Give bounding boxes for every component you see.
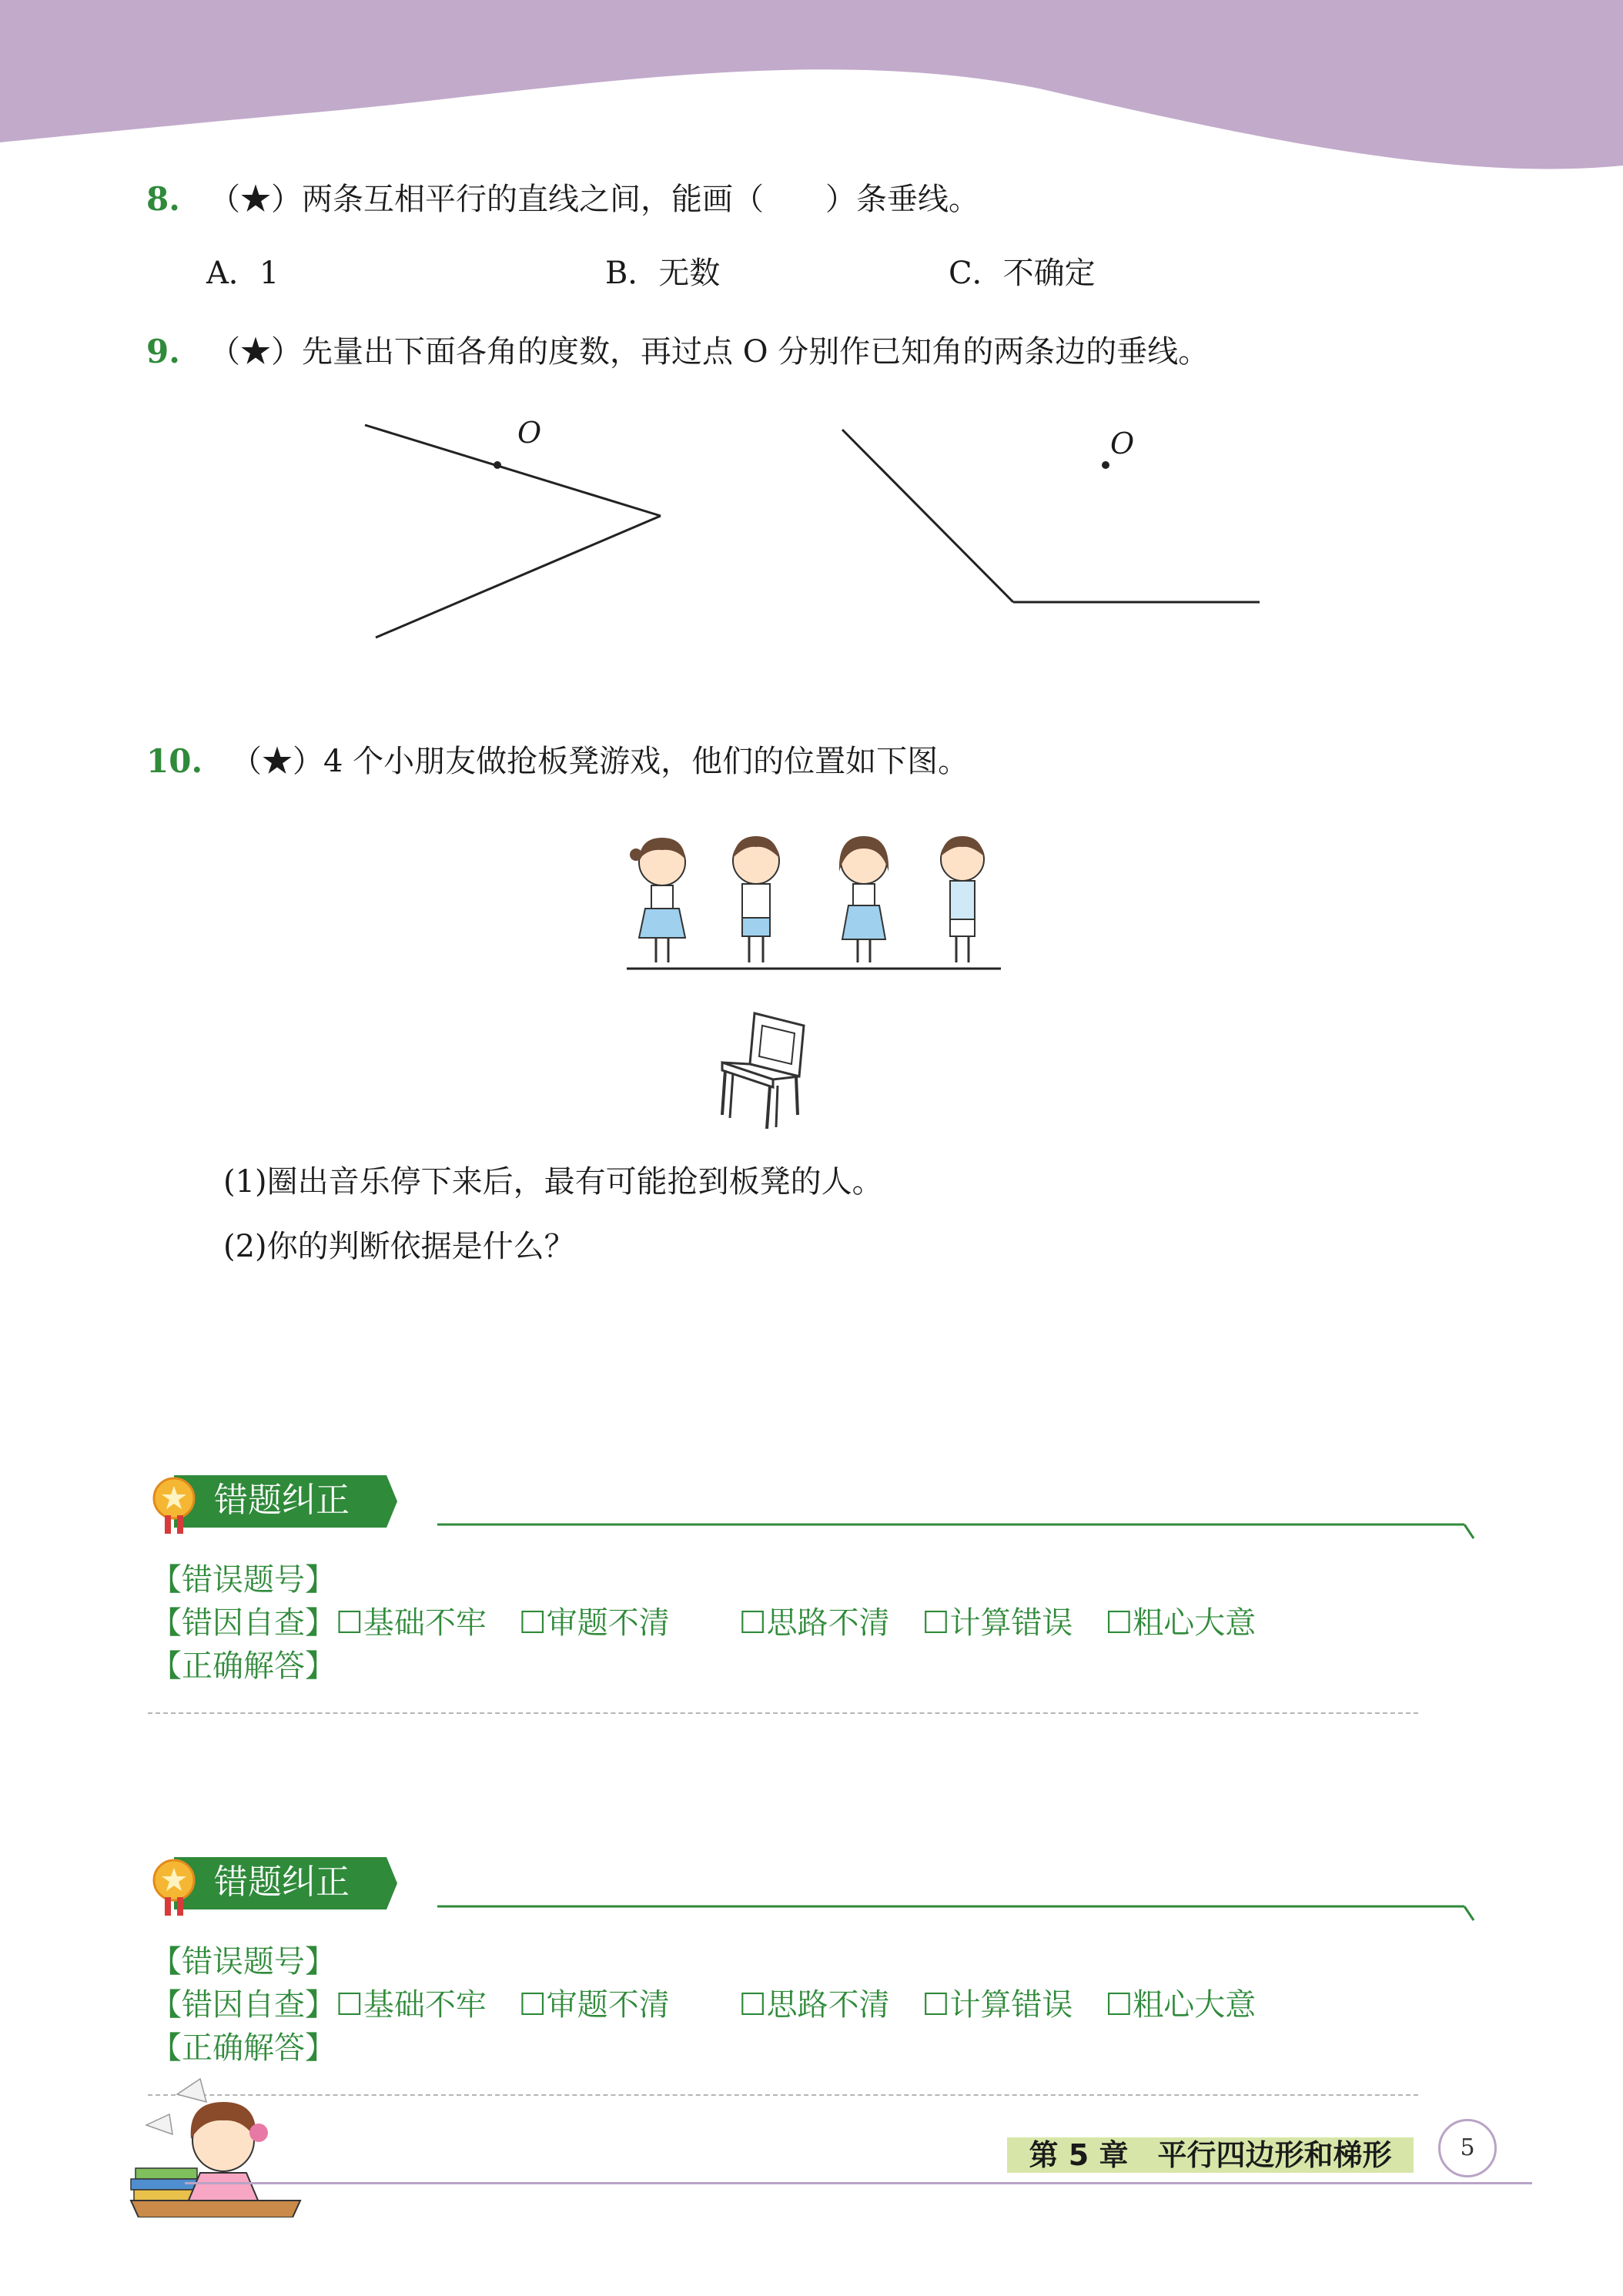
angle-2 <box>842 430 1260 602</box>
correction-2-check-reading[interactable]: ☐审题不清 <box>518 1987 670 2023</box>
correction-2-check-basics[interactable]: ☐基础不牢 <box>336 1987 487 2023</box>
correction-2-divider <box>148 2094 1418 2096</box>
question-10-number: 10. <box>146 742 203 780</box>
child-2 <box>733 836 779 962</box>
point-o-1-label: O <box>517 416 542 450</box>
question-9-text: （★）先量出下面各角的度数，再过点 O 分别作已知角的两条边的垂线。 <box>209 334 1210 370</box>
question-10-text: （★）4 个小朋友做抢板凳游戏，他们的位置如下图。 <box>231 744 969 779</box>
correction-1-check-basics[interactable]: ☐基础不牢 <box>336 1605 487 1641</box>
header-wave <box>0 0 1623 177</box>
child-4 <box>941 836 984 962</box>
correction-1-row-2 <box>151 1602 1288 1645</box>
chair-icon <box>714 1009 815 1132</box>
angle-figures <box>0 400 1623 662</box>
correction-1-row-3: 【正确解答】 <box>151 1648 336 1684</box>
point-o-2-label: O <box>1110 427 1135 460</box>
point-o-2 <box>1102 461 1109 469</box>
correction-2-row-2 <box>151 1983 1288 2027</box>
correction-1-row-2-label: 【错因自查】 <box>151 1605 336 1641</box>
correction-2-check-calculation[interactable]: ☐计算错误 <box>922 1987 1073 2023</box>
q10-sub-2: (2)你的判断依据是什么？ <box>223 1229 575 1264</box>
correction-2-check-thinking[interactable]: ☐思路不清 <box>738 1987 890 2023</box>
correction-1-check-calculation[interactable]: ☐计算错误 <box>922 1605 1073 1641</box>
chapter-label: 第 5 章 平行四边形和梯形 <box>1007 2137 1414 2173</box>
page-number: 5 <box>1438 2119 1497 2177</box>
q10-sub-1: (1)圈出音乐停下来后，最有可能抢到板凳的人。 <box>223 1164 883 1200</box>
angle-1 <box>365 425 661 638</box>
correction-1-check-thinking[interactable]: ☐思路不清 <box>738 1605 890 1641</box>
child-1 <box>630 838 685 962</box>
correction-1-check-careless[interactable]: ☐粗心大意 <box>1105 1605 1257 1641</box>
q8-option-b: B．无数 <box>605 256 721 291</box>
correction-2-check-careless[interactable]: ☐粗心大意 <box>1105 1987 1257 2023</box>
q8-option-a: A．1 <box>206 256 279 291</box>
q8-option-c: C．不确定 <box>949 256 1096 291</box>
correction-2-banner <box>151 1849 1475 1926</box>
children-illustration <box>616 832 1016 978</box>
footer-line <box>185 2182 1532 2184</box>
correction-1-banner <box>151 1468 1475 1545</box>
question-8-text: （★）两条互相平行的直线之间，能画（ ）条垂线。 <box>209 182 979 217</box>
footer-girl-illustration <box>108 2048 323 2217</box>
correction-2-title: 错题纠正 <box>214 1863 350 1902</box>
correction-1-title: 错题纠正 <box>214 1481 350 1520</box>
correction-1-check-reading[interactable]: ☐审题不清 <box>518 1605 670 1641</box>
child-3 <box>839 836 888 962</box>
correction-2-row-2-label: 【错因自查】 <box>151 1987 336 2023</box>
question-8-number: 8. <box>146 180 180 218</box>
correction-1-divider <box>148 1712 1418 1714</box>
point-o-1 <box>494 461 501 469</box>
correction-1-row-1: 【错误题号】 <box>151 1562 336 1598</box>
question-9-number: 9. <box>146 333 180 370</box>
correction-2-row-3: 【正确解答】 <box>151 2030 336 2066</box>
correction-2-row-1: 【错误题号】 <box>151 1944 336 1980</box>
